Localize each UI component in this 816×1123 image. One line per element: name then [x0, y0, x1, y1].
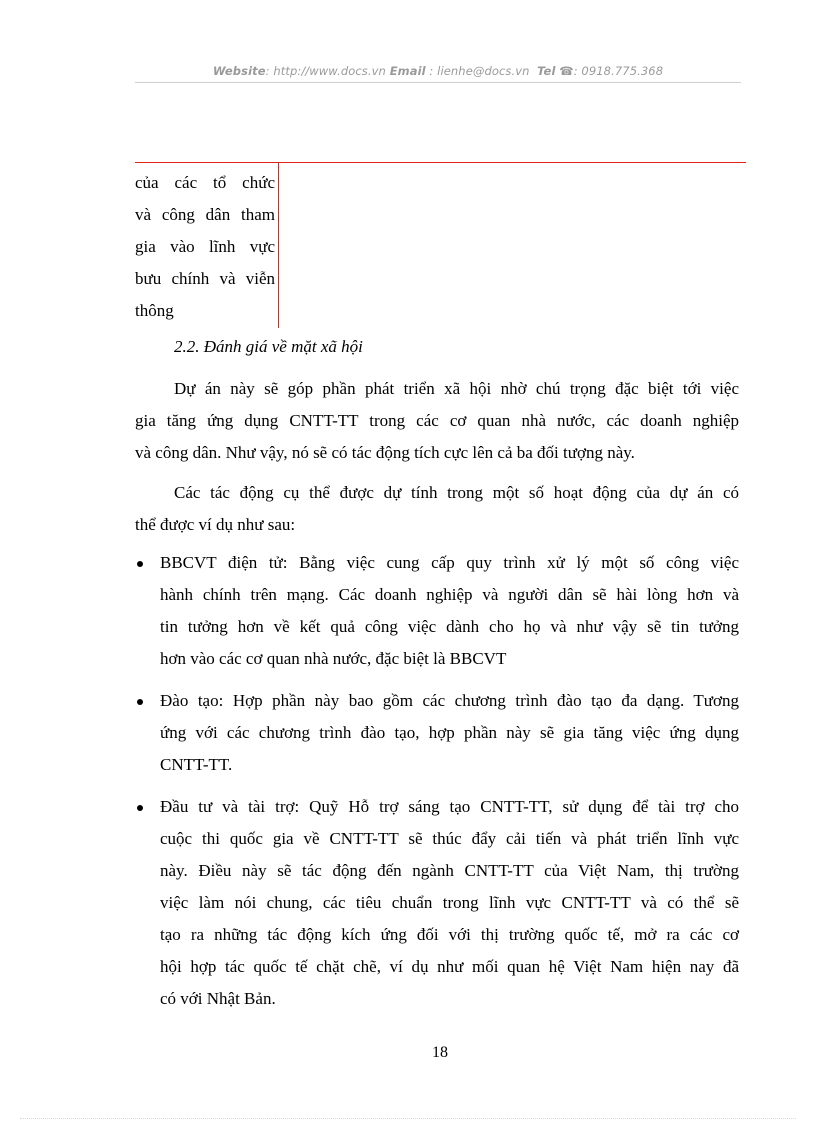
bullet-line: CNTT-TT. — [160, 755, 233, 774]
bullet-line: việc làm nói chung, các tiêu chuẩn trong lĩnh vực CNTT-TT và có thể sẽ — [160, 893, 739, 912]
bullet-line: BBCVT điện tử: Bằng việc cung cấp quy trình xử lý một số công việc — [160, 553, 739, 572]
bullet-icon — [137, 805, 143, 811]
bullet-line: ứng với các chương trình đào tạo, hợp phần này sẽ gia tăng việc ứng dụng — [160, 723, 739, 742]
bullet-e-government — [135, 547, 739, 675]
website-value: : http://www.docs.vn — [265, 64, 386, 78]
bullet-line: hơn vào các cơ quan nhà nước, đặc biệt là BBCVT — [160, 649, 507, 668]
website-label: Website — [212, 64, 266, 78]
cell-line: của các tổ chức — [135, 173, 275, 192]
bullet-line: hội hợp tác quốc tế chặt chẽ, ví dụ như mối quan hệ Việt Nam hiện nay đã — [160, 957, 739, 976]
tel-label: Tel — [537, 64, 556, 78]
email-value: : lienhe@docs.vn — [425, 64, 530, 78]
paragraph-line: Dự án này sẽ góp phần phát triển xã hội nhờ chú trọng đặc biệt tới việc — [174, 379, 739, 398]
bullet-line: có với Nhật Bản. — [160, 989, 276, 1008]
tel-value: : 0918.775.368 — [573, 64, 664, 78]
bullet-icon — [137, 561, 143, 567]
impact-bullet-list — [135, 547, 739, 1025]
bullet-line: hành chính trên mạng. Các doanh nghiệp và người dân sẽ hài lòng hơn và — [160, 585, 739, 604]
bullet-training — [135, 685, 739, 781]
paragraph-examples-intro — [135, 477, 739, 541]
paragraph-line: Các tác động cụ thể được dự tính trong một số hoạt động của dự án có — [174, 483, 739, 502]
telephone-icon: ☎ — [559, 64, 574, 78]
bullet-line: này. Điều này sẽ tác động đến ngành CNTT-TT của Việt Nam, thị trường — [160, 861, 739, 880]
cell-line: thông — [135, 301, 174, 320]
cell-line: gia vào lĩnh vực — [135, 237, 275, 256]
bullet-line: Đào tạo: Hợp phần này bao gồm các chương trình đào tạo đa dạng. Tương — [160, 691, 739, 710]
bullet-investment — [135, 791, 739, 1015]
bullet-line: tin tưởng hơn về kết quả công việc dành cho họ và như vậy sẽ tin tưởng — [160, 617, 739, 636]
table-column-border — [278, 162, 279, 328]
paragraph-line: thể được ví dụ như sau: — [135, 515, 296, 534]
paragraph-line: và công dân. Như vậy, nó sẽ có tác động tích cực lên cả ba đối tượng này. — [135, 443, 635, 462]
bullet-line: cuộc thi quốc gia về CNTT-TT sẽ thúc đẩy cải tiến và phát triển lĩnh vực — [160, 829, 739, 848]
cell-line: và công dân tham — [135, 205, 275, 224]
bullet-line: Đầu tư và tài trợ: Quỹ Hỗ trợ sáng tạo CNTT-TT, sử dụng để tài trợ cho — [160, 797, 739, 816]
cell-line: bưu chính và viễn — [135, 269, 275, 288]
table-cell-text — [135, 167, 275, 327]
paragraph-social-impact — [135, 373, 739, 469]
email-label: Email — [389, 64, 426, 78]
page-header — [135, 64, 741, 78]
header-divider — [135, 82, 741, 83]
table-top-border — [135, 162, 746, 163]
footer-divider — [20, 1118, 796, 1119]
paragraph-line: gia tăng ứng dụng CNTT-TT trong các cơ quan nhà nước, các doanh nghiệp — [135, 411, 739, 430]
section-heading: 2.2. Đánh giá về mặt xã hội — [174, 337, 363, 356]
page-number: 18 — [432, 1044, 448, 1061]
bullet-line: tạo ra những tác động kích ứng đối với thị trường quốc tế, mở ra các cơ — [160, 925, 739, 944]
bullet-icon — [137, 699, 143, 705]
